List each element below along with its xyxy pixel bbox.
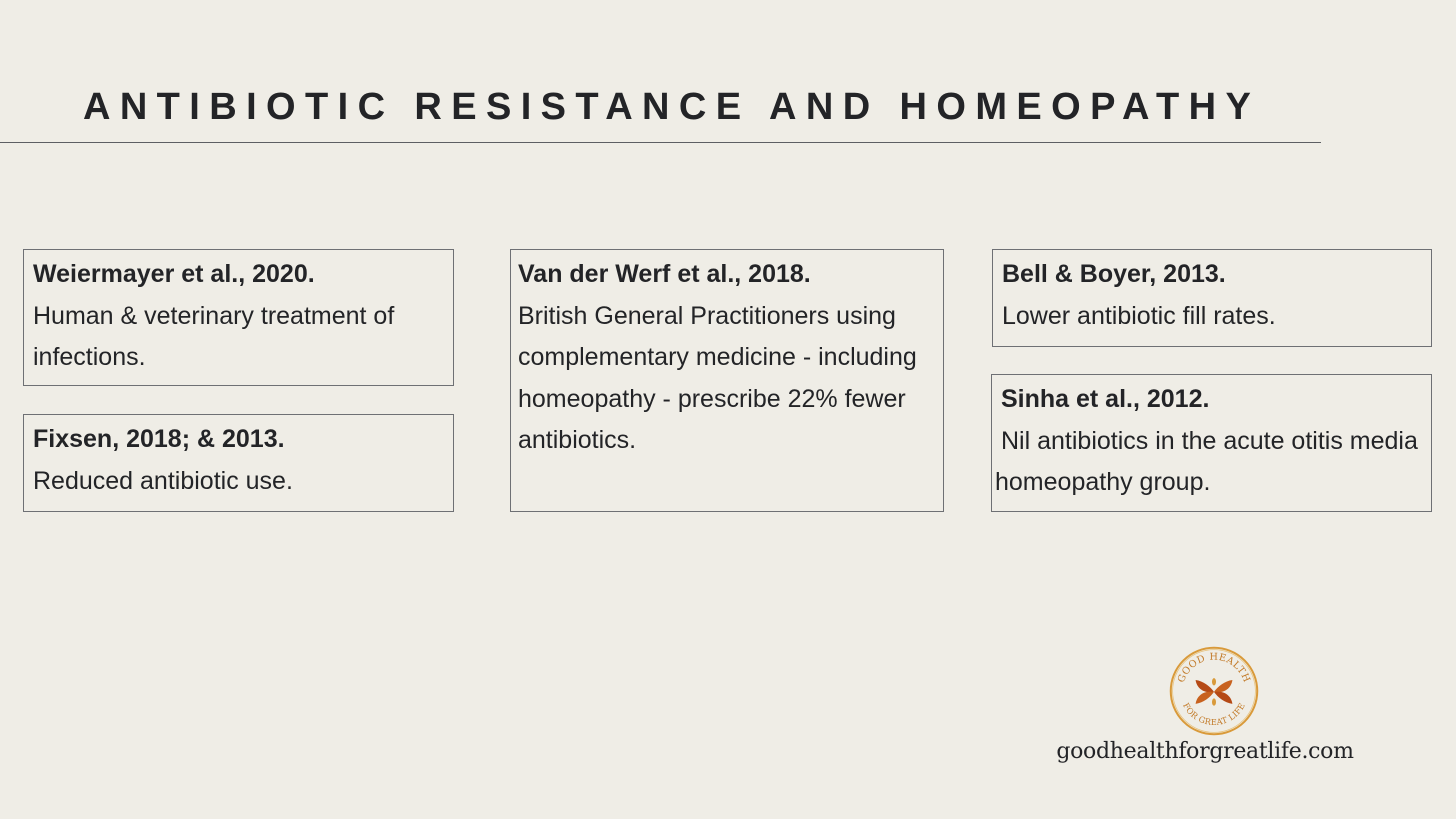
reference-card-bell-boyer	[992, 249, 1432, 347]
card-text: British General Practitioners using complementary medicine - including homeopathy - prescribe 22% fewer antibiotics.	[518, 301, 917, 454]
logo-text-bottom: FOR GREAT LIFE	[1181, 700, 1247, 728]
card-reference: Van der Werf et al., 2018.	[518, 260, 811, 288]
card-text: Human & veterinary treatment of infections.	[33, 301, 395, 371]
card-reference: Bell & Boyer, 2013.	[1002, 260, 1226, 288]
website-url: goodhealthforgreatlife.com	[1056, 739, 1354, 764]
card-text: Nil antibiotics in the acute otitis media homeopathy group.	[995, 426, 1418, 496]
reference-card-fixsen	[23, 414, 454, 512]
page-title: ANTIBIOTIC RESISTANCE AND HOMEOPATHY	[83, 86, 1261, 128]
logo-text-top: GOOD HEALTH	[1176, 651, 1252, 685]
good-health-logo	[1168, 645, 1260, 737]
card-reference: Fixsen, 2018; & 2013.	[33, 425, 285, 453]
reference-card-sinha	[991, 374, 1432, 512]
title-divider	[0, 142, 1321, 143]
reference-card-van-der-werf	[510, 249, 944, 512]
card-reference: Weiermayer et al., 2020.	[33, 260, 315, 288]
card-reference: Sinha et al., 2012.	[1001, 385, 1210, 413]
card-text: Reduced antibiotic use.	[33, 466, 293, 495]
four-leaf-flower-icon	[1196, 678, 1233, 706]
card-text: Lower antibiotic fill rates.	[1002, 301, 1276, 330]
reference-card-weiermayer	[23, 249, 454, 386]
